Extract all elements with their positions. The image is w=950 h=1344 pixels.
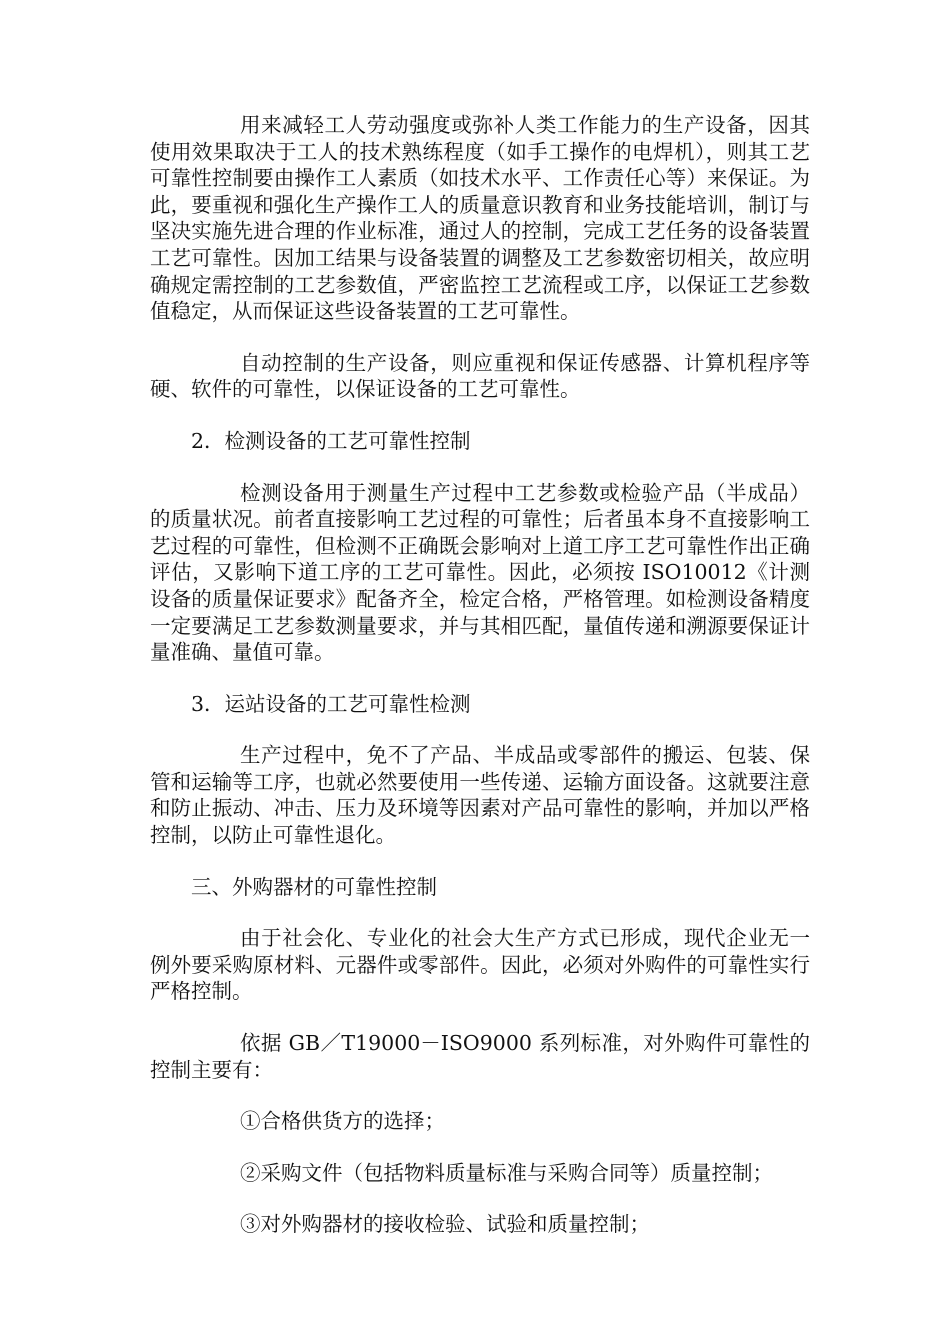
paragraph-transport-equipment: 生产过程中，免不了产品、半成品或零部件的搬运、包装、保管和运输等工序，也就必然要使用一些传递、运输方面设备。这就要注意和防止振动、冲击、压力及环境等因素对产品可靠性的影响，并加以严格控制，以防止可靠性退化。 [150, 743, 810, 848]
heading-inspection-equipment: 2．检测设备的工艺可靠性控制 [191, 428, 471, 453]
list-item: ①合格供货方的选择； [240, 1109, 445, 1134]
paragraph-automatic-equipment: 自动控制的生产设备，则应重视和保证传感器、计算机程序等硬、软件的可靠性，以保证设备的工艺可靠性。 [150, 350, 810, 402]
paragraph-purchasing-intro: 由于社会化、专业化的社会大生产方式已形成，现代企业无一例外要采购原材料、元器件或零部件。因此，必须对外购件的可靠性实行严格控制。 [150, 926, 810, 1004]
paragraph-manual-equipment: 用来减轻工人劳动强度或弥补人类工作能力的生产设备，因其使用效果取决于工人的技术熟练程度（如手工操作的电焊机），则其工艺可靠性控制要由操作工人素质（如技术水平、工作责任心等）来保证。为此，要重视和强化生产操作工人的质量意识教育和业务技能培训，制订与坚决实施先进合理的作业标准，通过人的控制，完成工艺任务的设备装置工艺可靠性。因加工结果与设备装置的调整及工艺参数密切相关，故应明确规定需控制的工艺参数值，严密监控工艺流程或工序，以保证工艺参数值稳定，从而保证这些设备装置的工艺可靠性。 [150, 113, 810, 324]
heading-purchased-materials: 三、外购器材的可靠性控制 [191, 874, 437, 899]
paragraph-standards: 依据 GB／T19000－ISO9000 系列标准，对外购件可靠性的控制主要有： [150, 1031, 810, 1082]
heading-transport-equipment: 3．运站设备的工艺可靠性检测 [191, 691, 471, 716]
list-item: ②采购文件（包括物料质量标准与采购合同等）质量控制； [240, 1160, 773, 1185]
paragraph-inspection-equipment: 检测设备用于测量生产过程中工艺参数或检验产品（半成品）的质量状况。前者直接影响工艺过程的可靠性；后者虽本身不直接影响工艺过程的可靠性，但检测不正确既会影响对上道工序工艺可靠性作出正确评估，又影响下道工序的工艺可靠性。因此，必须按 ISO10012《计测设备的质量保证要求》配备齐全，检定合格，严格管理。如检测设备精度一定要满足工艺参数测量要求，并与其相匹配，量值传递和溯源要保证计量准确、量值可靠。 [150, 480, 810, 665]
list-item: ③对外购器材的接收检验、试验和质量控制； [240, 1212, 650, 1237]
document-body [150, 112, 810, 1263]
